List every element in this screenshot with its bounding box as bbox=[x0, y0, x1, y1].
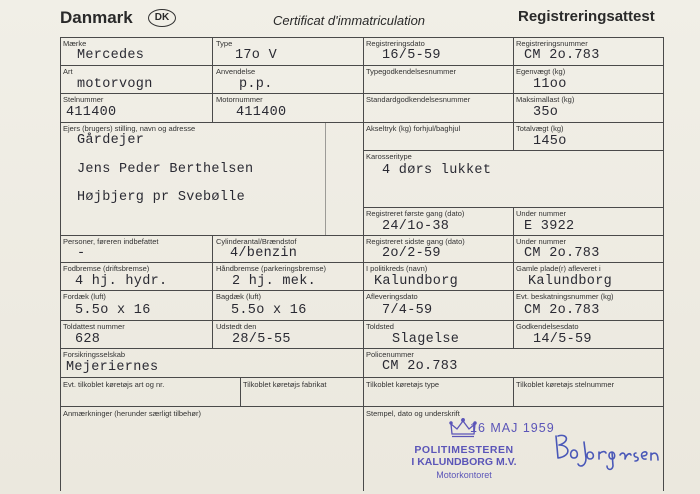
insurer-value: Mejeriernes bbox=[66, 360, 159, 375]
first-registered-label: Registreret første gang (dato) bbox=[366, 209, 465, 218]
max-load-value: 35o bbox=[533, 105, 559, 120]
engine-number-label: Motornummer bbox=[216, 95, 263, 104]
dk-badge: DK bbox=[148, 9, 176, 27]
persons-label: Personer, føreren indbefattet bbox=[63, 237, 159, 246]
type-approval-label: Typegodkendelsesnummer bbox=[366, 67, 457, 76]
front-tyre-label: Fordæk (luft) bbox=[63, 292, 106, 301]
approval-date-label: Godkendelsesdato bbox=[516, 322, 579, 331]
handwritten-signature bbox=[550, 428, 682, 474]
cylinders-value: 4/benzin bbox=[230, 246, 298, 261]
standard-approval-label: Standardgodkendelsesnummer bbox=[366, 95, 471, 104]
foot-brake-value: 4 hj. hydr. bbox=[75, 274, 168, 289]
towed-make-label: Tilkoblet køretøjs fabrikat bbox=[243, 380, 327, 389]
total-weight-value: 145o bbox=[533, 134, 567, 149]
registration-date-value: 16/5-59 bbox=[382, 48, 441, 63]
issued-label: Udstedt den bbox=[216, 322, 257, 331]
last-registered-label: Registreret sidste gang (dato) bbox=[366, 237, 465, 246]
total-weight-label: Totalvægt (kg) bbox=[516, 124, 564, 133]
customs-cert-label: Toldattest nummer bbox=[63, 322, 125, 331]
delivery-date-value: 7/4-59 bbox=[382, 303, 433, 318]
usage-label: Anvendelse bbox=[216, 67, 256, 76]
delivery-date-label: Afleveringsdato bbox=[366, 292, 418, 301]
under-number-2-label: Under nummer bbox=[516, 237, 567, 246]
owner-name: Jens Peder Berthelsen bbox=[77, 162, 254, 177]
stamp-line-3: Motorkontoret bbox=[436, 470, 492, 480]
police-district-label: I politikreds (navn) bbox=[366, 264, 428, 273]
registration-number-label: Registreringsnummer bbox=[516, 39, 588, 48]
first-registered-value: 24/1o-38 bbox=[382, 219, 450, 234]
policy-number-label: Policenummer bbox=[366, 350, 414, 359]
hand-brake-label: Håndbremse (parkeringsbremse) bbox=[216, 264, 327, 273]
persons-value: - bbox=[77, 246, 86, 261]
country-name: Danmark bbox=[60, 8, 133, 27]
cylinders-label: Cylinderantal/Brændstof bbox=[216, 237, 297, 246]
customs-cert-value: 628 bbox=[75, 332, 101, 347]
registration-number-value: CM 2o.783 bbox=[524, 48, 600, 63]
under-number-1-label: Under nummer bbox=[516, 209, 567, 218]
tax-number-value: CM 2o.783 bbox=[524, 303, 600, 318]
certificate-subtitle: Certificat d'immatriculation bbox=[273, 13, 426, 28]
body-type-label: Karosseritype bbox=[366, 152, 412, 161]
policy-number-value: CM 2o.783 bbox=[382, 359, 458, 374]
insurer-label: Forsikringsselskab bbox=[63, 350, 126, 359]
curb-weight-value: 11oo bbox=[533, 77, 567, 92]
towed-type-label: Tilkoblet køretøjs type bbox=[366, 380, 440, 389]
towed-chassis-label: Tilkoblet køretøjs stelnummer bbox=[516, 380, 615, 389]
police-district-value: Kalundborg bbox=[374, 274, 459, 289]
stamp-line-1: POLITIMESTEREN bbox=[414, 444, 514, 456]
tax-number-label: Evt. beskatningsnummer (kg) bbox=[516, 292, 614, 301]
foot-brake-label: Fodbremse (driftsbremse) bbox=[63, 264, 150, 273]
chassis-number-value: 411400 bbox=[66, 105, 117, 120]
hand-brake-value: 2 hj. mek. bbox=[232, 274, 317, 289]
kind-label: Art bbox=[63, 67, 73, 76]
kind-value: motorvogn bbox=[77, 77, 153, 92]
chassis-number-label: Stelnummer bbox=[63, 95, 104, 104]
towed-kind-label: Evt. tilkoblet køretøjs art og nr. bbox=[63, 380, 165, 389]
remarks-label: Anmærkninger (herunder særligt tilbehør) bbox=[63, 409, 201, 418]
make-label: Mærke bbox=[63, 39, 87, 48]
police-stamp bbox=[398, 412, 530, 480]
type-value: 17o V bbox=[235, 48, 278, 63]
customs-office-label: Toldsted bbox=[366, 322, 394, 331]
axle-load-label: Akseltryk (kg) forhjul/baghjul bbox=[366, 124, 461, 133]
make-value: Mercedes bbox=[77, 48, 145, 63]
old-plates-value: Kalundborg bbox=[528, 274, 613, 289]
rear-tyre-value: 5.5o x 16 bbox=[231, 303, 307, 318]
owner-label: Ejers (brugers) stilling, navn og adresse bbox=[63, 124, 196, 133]
owner-occupation: Gårdejer bbox=[77, 133, 145, 148]
owner-address: Højbjerg pr Svebølle bbox=[77, 190, 246, 205]
engine-number-value: 411400 bbox=[236, 105, 287, 120]
approval-date-value: 14/5-59 bbox=[533, 332, 592, 347]
issued-value: 28/5-55 bbox=[232, 332, 291, 347]
max-load-label: Maksimallast (kg) bbox=[516, 95, 575, 104]
type-label: Type bbox=[216, 39, 233, 48]
document-title: Registreringsattest bbox=[518, 8, 655, 25]
registration-date-label: Registreringsdato bbox=[366, 39, 425, 48]
curb-weight-label: Egenvægt (kg) bbox=[516, 67, 566, 76]
customs-office-value: Slagelse bbox=[392, 332, 460, 347]
front-tyre-value: 5.5o x 16 bbox=[75, 303, 151, 318]
last-registered-value: 2o/2-59 bbox=[382, 246, 441, 261]
under-number-2-value: CM 2o.783 bbox=[524, 246, 600, 261]
under-number-1-value: E 3922 bbox=[524, 219, 575, 234]
body-type-value: 4 dørs lukket bbox=[382, 163, 492, 178]
usage-value: p.p. bbox=[239, 77, 273, 92]
stamp-signature-label: Stempel, dato og underskrift bbox=[366, 409, 460, 418]
stamp-date: 16 MAJ 1959 bbox=[470, 421, 555, 435]
old-plates-label: Gamle plade(r) afleveret i bbox=[516, 264, 601, 273]
rear-tyre-label: Bagdæk (luft) bbox=[216, 292, 262, 301]
stamp-line-2: I KALUNDBORG M.V. bbox=[411, 456, 517, 468]
